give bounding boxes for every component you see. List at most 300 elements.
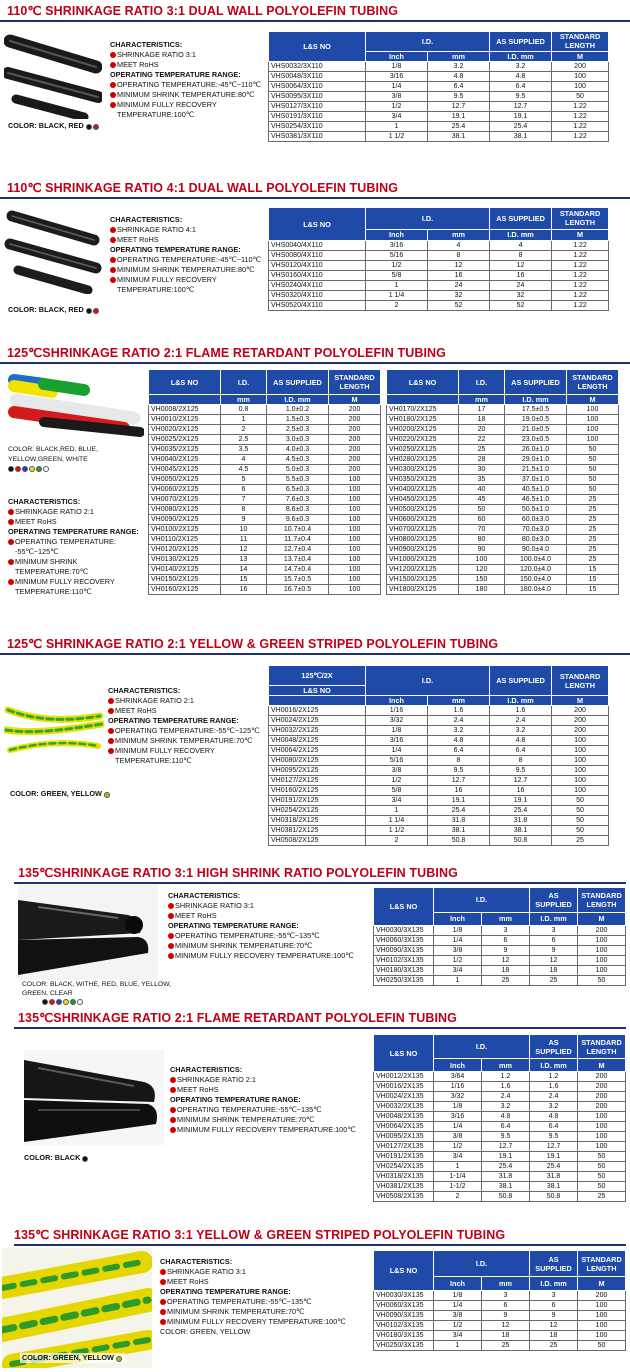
value-cell: 8	[428, 251, 490, 261]
value-cell: 200	[578, 1072, 626, 1082]
table-row	[374, 1142, 626, 1152]
value-cell: 3.2	[490, 62, 552, 72]
part-number-cell: VH0064/2X135	[374, 1122, 434, 1132]
char-item: SHRINKAGE RATIO 3:1	[160, 1267, 360, 1277]
value-cell: 25.4	[490, 122, 552, 132]
value-cell: 50	[552, 806, 609, 816]
col-header: I.D.	[434, 1251, 530, 1277]
sub-header: mm	[459, 395, 505, 405]
col-header: AS SUPPLIED	[505, 370, 567, 395]
value-cell: 15	[567, 575, 619, 585]
table-row	[149, 475, 381, 485]
part-number-cell: VH0032/2X135	[374, 1102, 434, 1112]
value-cell: 50	[552, 826, 609, 836]
value-cell: 40	[459, 485, 505, 495]
characteristics-label: CHARACTERISTICS:	[8, 497, 81, 506]
value-cell: 90	[459, 545, 505, 555]
value-cell: 90.0±4.0	[505, 545, 567, 555]
part-number-cell: VH0024/2X135	[374, 1092, 434, 1102]
value-cell: 16	[428, 786, 490, 796]
value-cell: 50	[578, 1152, 626, 1162]
table-row	[269, 112, 609, 122]
section-title: 135℃SHRINKAGE RATIO 2:1 FLAME RETARDANT POLYOLEFIN TUBING	[18, 1011, 457, 1025]
value-cell: 19.1	[428, 796, 490, 806]
section-rule	[14, 1244, 626, 1246]
table-row	[149, 435, 381, 445]
characteristics-label: CHARACTERISTICS:	[110, 215, 183, 224]
value-cell: 12.7	[530, 1142, 578, 1152]
value-cell: 1.22	[552, 132, 609, 142]
value-cell: 1/4	[434, 1301, 482, 1311]
value-cell: 9	[530, 946, 578, 956]
value-cell: 25	[578, 1192, 626, 1202]
table-row	[374, 976, 626, 986]
table-row	[149, 515, 381, 525]
temp-item: OPERATING TEMPERATURE:-55℃~135℃	[168, 931, 368, 941]
value-cell: 12.7±0.4	[267, 545, 329, 555]
table-row	[374, 1291, 626, 1301]
color-label: COLOR: GREEN, YELLOW	[22, 1353, 114, 1362]
part-number-cell: VH0600/2X125	[387, 515, 459, 525]
table-row	[269, 301, 609, 311]
part-number-cell: VH0100/2X125	[149, 525, 221, 535]
table-row	[387, 475, 619, 485]
value-cell: 16	[221, 585, 267, 595]
value-cell: 5/16	[366, 756, 428, 766]
table-row	[269, 102, 609, 112]
characteristics-block	[8, 497, 146, 597]
table-row	[269, 796, 609, 806]
part-number-cell: VH0090/2X125	[149, 515, 221, 525]
value-cell: 3/4	[366, 112, 428, 122]
section-title: 125℃ SHRINKAGE RATIO 2:1 YELLOW & GREEN STRIPED POLYOLEFIN TUBING	[7, 637, 499, 651]
table-row	[387, 445, 619, 455]
color-swatch-icon	[29, 466, 35, 472]
col-header: I.D.	[366, 666, 490, 696]
value-cell: 19.1	[490, 796, 552, 806]
value-cell: 38.1	[428, 826, 490, 836]
value-cell: 9.6±0.3	[267, 515, 329, 525]
col-header: L&S NO	[374, 888, 434, 926]
black-tubing-closeup-photo	[18, 885, 158, 980]
value-cell: 100	[552, 746, 609, 756]
char-item: MEET RoHS	[170, 1085, 370, 1095]
part-number-cell: VH0180/2X125	[387, 415, 459, 425]
characteristics-label: CHARACTERISTICS:	[168, 891, 241, 900]
table-row	[149, 555, 381, 565]
table-row	[374, 1341, 626, 1351]
col-header: L&S NO	[269, 208, 366, 241]
col-header: 125℃/2X	[269, 666, 366, 686]
sub-header: Inch	[366, 51, 428, 61]
value-cell: 4.8	[482, 1112, 530, 1122]
col-header: L&S NO	[269, 32, 366, 62]
color-dots	[86, 306, 100, 315]
table-row	[269, 251, 609, 261]
value-cell: 9	[221, 515, 267, 525]
part-number-cell: VH0160/2X125	[269, 786, 366, 796]
value-cell: 2	[434, 1192, 482, 1202]
col-header: I.D.	[366, 32, 490, 52]
value-cell: 25	[567, 535, 619, 545]
value-cell: 100	[552, 776, 609, 786]
value-cell: 1/8	[366, 62, 428, 72]
value-cell: 50	[578, 1172, 626, 1182]
part-number-cell: VH0800/2X125	[387, 535, 459, 545]
value-cell: 50	[567, 445, 619, 455]
temp-item: MINIMUM SHRINK TEMPERATURE:70℃	[108, 736, 268, 746]
table-row	[149, 485, 381, 495]
value-cell: 1/2	[434, 1142, 482, 1152]
part-number-cell: VH0150/2X125	[149, 575, 221, 585]
value-cell: 12.7	[490, 776, 552, 786]
value-cell: 100	[329, 505, 381, 515]
table-row	[149, 465, 381, 475]
value-cell: 12	[530, 1321, 578, 1331]
value-cell: 50	[567, 485, 619, 495]
characteristics-block	[168, 891, 368, 961]
value-cell: 100	[578, 966, 626, 976]
color-dots	[86, 122, 100, 131]
part-number-cell: VH1500/2X125	[387, 575, 459, 585]
table-row	[374, 1122, 626, 1132]
col-header: STANDARD LENGTH	[552, 32, 609, 52]
char-item: MEET RoHS	[110, 235, 270, 245]
table-row	[374, 1072, 626, 1082]
col-header: I.D.	[459, 370, 505, 395]
part-number-cell: VHS0127/3X110	[269, 102, 366, 112]
value-cell: 25	[567, 555, 619, 565]
sub-header: mm	[428, 51, 490, 61]
value-cell: 1 1/2	[366, 826, 428, 836]
sub-header: Inch	[434, 1277, 482, 1291]
part-number-cell: VH0500/2X125	[387, 505, 459, 515]
value-cell: 100	[578, 1112, 626, 1122]
value-cell: 100	[329, 545, 381, 555]
color-swatch-icon	[104, 792, 110, 798]
table-row	[387, 535, 619, 545]
value-cell: 3.2	[490, 726, 552, 736]
part-number-cell: VH0254/2X135	[374, 1162, 434, 1172]
value-cell: 8	[221, 505, 267, 515]
table-row	[149, 565, 381, 575]
table-row	[269, 706, 609, 716]
value-cell: 70	[459, 525, 505, 535]
value-cell: 100	[552, 786, 609, 796]
value-cell: 9.5	[482, 1132, 530, 1142]
temp-item: MINIMUM FULLY RECOVERY TEMPERATURE:100℃	[160, 1317, 360, 1327]
col-header: I.D.	[434, 888, 530, 913]
value-cell: 1/4	[434, 1122, 482, 1132]
value-cell: 6.4	[490, 746, 552, 756]
value-cell: 1/2	[366, 776, 428, 786]
value-cell: 3/8	[434, 1132, 482, 1142]
value-cell: 1	[366, 281, 428, 291]
value-cell: 25	[567, 505, 619, 515]
table-row	[374, 1321, 626, 1331]
value-cell: 1/4	[434, 936, 482, 946]
value-cell: 1.22	[552, 291, 609, 301]
value-cell: 200	[578, 926, 626, 936]
value-cell: 50.8	[530, 1192, 578, 1202]
part-number-cell: VHS0240/4X110	[269, 281, 366, 291]
value-cell: 32	[490, 291, 552, 301]
part-number-cell: VH0180/3X135	[374, 1331, 434, 1341]
temp-item: MINIMUM FULLY RECOVERY TEMPERATURE:100℃	[168, 951, 368, 961]
color-swatch-icon	[56, 999, 62, 1005]
value-cell: 1-1/2	[434, 1182, 482, 1192]
value-cell: 6.4	[490, 82, 552, 92]
value-cell: 3.2	[530, 1102, 578, 1112]
value-cell: 4.8	[530, 1112, 578, 1122]
temp-range-label: OPERATING TEMPERATURE RANGE:	[160, 1287, 291, 1296]
char-item: SHRINKAGE RATIO 2:1	[170, 1075, 370, 1085]
value-cell: 25	[530, 976, 578, 986]
sub-header: Inch	[434, 1059, 482, 1072]
table-row	[269, 281, 609, 291]
value-cell: 100	[567, 405, 619, 415]
value-cell: 1/2	[366, 102, 428, 112]
char-item: SHRINKAGE RATIO 3:1	[110, 50, 270, 60]
temp-item: MINIMUM SHRINK TEMPERATURE:70℃	[8, 557, 146, 577]
value-cell: 25	[459, 445, 505, 455]
table-row	[387, 555, 619, 565]
value-cell: 2.4	[482, 1092, 530, 1102]
value-cell: 80.0±3.0	[505, 535, 567, 545]
value-cell: 1 1/4	[366, 816, 428, 826]
table-row	[269, 92, 609, 102]
value-cell: 40.5±1.0	[505, 485, 567, 495]
value-cell: 8	[428, 756, 490, 766]
value-cell: 17.5±0.5	[505, 405, 567, 415]
temp-item: MINIMUM FULLY RECOVERY TEMPERATURE:100℃	[170, 1125, 370, 1135]
value-cell: 1.6	[530, 1082, 578, 1092]
characteristics-block	[160, 1257, 360, 1337]
value-cell: 1/8	[434, 926, 482, 936]
value-cell: 0.8	[221, 405, 267, 415]
color-label: COLOR: GREEN, YELLOW	[160, 1327, 251, 1336]
part-number-cell: VH0102/3X135	[374, 1321, 434, 1331]
part-number-cell: VHS0095/3X110	[269, 92, 366, 102]
value-cell: 12.7	[482, 1142, 530, 1152]
table-row	[387, 425, 619, 435]
table-row	[269, 122, 609, 132]
table-row	[269, 716, 609, 726]
value-cell: 25	[530, 1341, 578, 1351]
value-cell: 16	[428, 271, 490, 281]
sub-header: Inch	[434, 912, 482, 925]
col-header: L&S NO	[374, 1035, 434, 1072]
color-swatch-icon	[77, 999, 83, 1005]
color-line	[20, 1353, 125, 1363]
value-cell: 25	[482, 1341, 530, 1351]
value-cell: 1.22	[552, 102, 609, 112]
sub-header: M	[329, 395, 381, 405]
table-row	[149, 545, 381, 555]
section-rule	[0, 20, 630, 22]
part-number-cell: VHS0160/4X110	[269, 271, 366, 281]
value-cell: 31.8	[482, 1172, 530, 1182]
value-cell: 3/16	[366, 72, 428, 82]
value-cell: 18	[530, 1331, 578, 1341]
table-row	[269, 786, 609, 796]
col-header: STANDARD LENGTH	[578, 888, 626, 913]
part-number-cell: VH0050/2X125	[149, 475, 221, 485]
table-row	[269, 746, 609, 756]
value-cell: 1.22	[552, 281, 609, 291]
value-cell: 25.4	[428, 806, 490, 816]
value-cell: 52	[490, 301, 552, 311]
color-line	[8, 305, 100, 315]
part-number-cell: VH0045/2X125	[149, 465, 221, 475]
value-cell: 3/4	[434, 1331, 482, 1341]
value-cell: 100	[329, 555, 381, 565]
value-cell: 5/8	[366, 271, 428, 281]
temp-item: OPERATING TEMPERATURE:-55℃~125℃	[108, 726, 268, 736]
value-cell: 16	[490, 786, 552, 796]
value-cell: 100	[552, 736, 609, 746]
part-number-cell: VHS0032/3X110	[269, 62, 366, 72]
value-cell: 50.8	[490, 836, 552, 846]
sub-header: M	[552, 229, 609, 240]
value-cell: 1.2	[530, 1072, 578, 1082]
value-cell: 45	[459, 495, 505, 505]
sub-header: M	[578, 1277, 626, 1291]
value-cell: 31.8	[490, 816, 552, 826]
value-cell: 3/4	[434, 1152, 482, 1162]
part-number-cell: VH0250/3X135	[374, 1341, 434, 1351]
table-row	[374, 1311, 626, 1321]
part-number-cell: VH0191/2X125	[269, 796, 366, 806]
char-item: MEET RoHS	[108, 706, 268, 716]
section-rule	[0, 362, 630, 364]
part-number-cell: VHS0080/4X110	[269, 251, 366, 261]
value-cell: 3/4	[366, 796, 428, 806]
part-number-cell: VH0030/3X135	[374, 926, 434, 936]
spec-table	[268, 207, 609, 311]
part-number-cell: VHS0191/3X110	[269, 112, 366, 122]
spec-table	[268, 31, 609, 142]
value-cell: 6.4	[428, 746, 490, 756]
char-item: SHRINKAGE RATIO 2:1	[108, 696, 268, 706]
value-cell: 50	[578, 1182, 626, 1192]
value-cell: 100	[329, 515, 381, 525]
part-number-cell: VH0381/2X125	[269, 826, 366, 836]
value-cell: 100	[578, 1142, 626, 1152]
value-cell: 3/8	[434, 946, 482, 956]
color-swatch-icon	[82, 1156, 88, 1162]
color-swatch-icon	[93, 308, 99, 314]
table-row	[269, 826, 609, 836]
color-label: COLOR: BLACK, WITHE, RED, BLUE, YELLOW, GREEN, CLEAR	[22, 981, 172, 997]
temp-item: OPERATING TEMPERATURE:-45℃~110℃	[110, 255, 270, 265]
value-cell: 31.8	[530, 1172, 578, 1182]
value-cell: 3/64	[434, 1072, 482, 1082]
value-cell: 25.4	[530, 1162, 578, 1172]
value-cell: 8.6±0.3	[267, 505, 329, 515]
value-cell: 100	[578, 1311, 626, 1321]
part-number-cell: VH0080/2X125	[149, 505, 221, 515]
value-cell: 100	[552, 82, 609, 92]
char-item: SHRINKAGE RATIO 4:1	[110, 225, 270, 235]
value-cell: 52	[428, 301, 490, 311]
sub-header: I.D. mm	[530, 1277, 578, 1291]
value-cell: 12.7	[428, 102, 490, 112]
value-cell: 16.7±0.5	[267, 585, 329, 595]
part-number-cell: VH0700/2X125	[387, 525, 459, 535]
part-number-cell: VH1800/2X125	[387, 585, 459, 595]
value-cell: 19.1	[428, 112, 490, 122]
value-cell: 15	[567, 565, 619, 575]
sub-header	[387, 395, 459, 405]
part-number-cell: VH0200/2X125	[387, 425, 459, 435]
part-number-cell: VH0008/2X125	[149, 405, 221, 415]
sub-header: I.D. mm	[505, 395, 567, 405]
value-cell: 6	[482, 1301, 530, 1311]
table-row	[387, 405, 619, 415]
table-row	[149, 415, 381, 425]
col-header: STANDARD LENGTH	[578, 1035, 626, 1059]
value-cell: 100	[552, 766, 609, 776]
characteristics-block	[110, 40, 270, 120]
value-cell: 25	[482, 976, 530, 986]
value-cell: 1/2	[434, 956, 482, 966]
part-number-cell: VH0030/3X135	[374, 1291, 434, 1301]
table-row	[387, 455, 619, 465]
table-row	[269, 756, 609, 766]
value-cell: 25.4	[490, 806, 552, 816]
multicolor-tubing-photo	[4, 370, 144, 438]
part-number-cell: VH0400/2X125	[387, 485, 459, 495]
color-swatch-icon	[42, 999, 48, 1005]
color-swatch-icon	[15, 466, 21, 472]
temp-item: MINIMUM FULLY RECOVERY TEMPERATURE:110℃	[108, 746, 268, 766]
value-cell: 4.8	[490, 72, 552, 82]
part-number-cell: VH0350/2X125	[387, 475, 459, 485]
temp-item: MINIMUM FULLY RECOVERY TEMPERATURE:100℃	[110, 100, 270, 120]
temp-range-label: OPERATING TEMPERATURE RANGE:	[110, 245, 241, 254]
value-cell: 11	[221, 535, 267, 545]
temp-item: OPERATING TEMPERATURE: -55℃~125℃	[8, 537, 146, 557]
value-cell: 38.1	[428, 132, 490, 142]
color-swatch-icon	[70, 999, 76, 1005]
table-row	[149, 575, 381, 585]
part-number-cell: VH0064/2X125	[269, 746, 366, 756]
value-cell: 1/16	[434, 1082, 482, 1092]
table-row	[269, 736, 609, 746]
value-cell: 180	[459, 585, 505, 595]
value-cell: 1.22	[552, 112, 609, 122]
col-header: I.D.	[221, 370, 267, 395]
part-number-cell: VH0170/2X125	[387, 405, 459, 415]
value-cell: 4	[490, 241, 552, 251]
value-cell: 50.8	[428, 836, 490, 846]
color-line	[8, 445, 148, 475]
color-label: COLOR: GREEN, YELLOW	[10, 789, 102, 798]
sub-header: I.D. mm	[530, 912, 578, 925]
sub-header: M	[552, 51, 609, 61]
value-cell: 29.0±1.0	[505, 455, 567, 465]
table-row	[374, 1152, 626, 1162]
spec-table	[373, 1250, 626, 1351]
table-row	[387, 485, 619, 495]
table-row	[374, 936, 626, 946]
table-row	[149, 525, 381, 535]
color-swatch-icon	[86, 124, 92, 130]
value-cell: 9	[530, 1311, 578, 1321]
value-cell: 100	[552, 72, 609, 82]
col-header: STANDARD LENGTH	[552, 208, 609, 230]
